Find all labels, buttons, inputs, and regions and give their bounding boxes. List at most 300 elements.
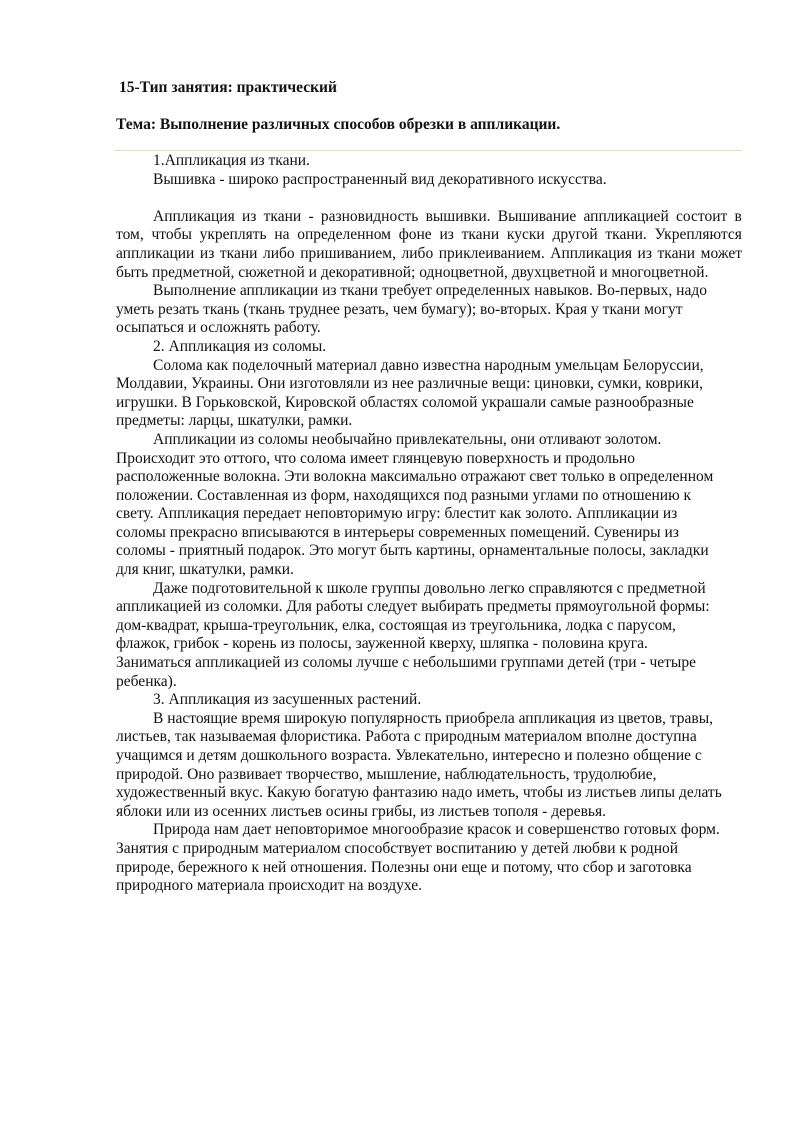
word: Заниматься bbox=[116, 654, 196, 672]
word: ткани. bbox=[605, 226, 647, 244]
section-heading-plants bbox=[116, 691, 742, 710]
word: листьев bbox=[585, 784, 641, 802]
word: растений. bbox=[357, 691, 422, 709]
word: надо bbox=[676, 282, 707, 300]
word: справляются bbox=[528, 579, 617, 597]
word: Происходит bbox=[116, 449, 199, 467]
word: и bbox=[490, 858, 504, 876]
word: воспитанию bbox=[435, 839, 521, 857]
word: в bbox=[333, 523, 345, 541]
word: навыков. bbox=[534, 282, 597, 300]
word: в bbox=[734, 207, 742, 225]
word: доступна bbox=[636, 728, 697, 746]
word: работу. bbox=[274, 319, 321, 337]
word: углами bbox=[532, 486, 583, 504]
word: Увлекательно, bbox=[395, 747, 493, 764]
word: подготовительной bbox=[191, 579, 316, 597]
word: крыша-треугольник, bbox=[203, 616, 343, 634]
word: рамки. bbox=[308, 412, 353, 430]
word: школе bbox=[326, 579, 372, 597]
word: самые bbox=[550, 393, 596, 411]
word: Даже bbox=[153, 579, 192, 597]
section-heading-straw bbox=[116, 338, 742, 357]
word: игру: bbox=[406, 505, 445, 523]
word: - bbox=[308, 207, 314, 225]
word: с bbox=[413, 728, 425, 746]
word: с bbox=[616, 579, 628, 597]
word: определенном bbox=[619, 468, 714, 486]
text-line bbox=[116, 264, 742, 283]
word: искусства. bbox=[537, 170, 607, 188]
word: Это bbox=[309, 542, 338, 560]
word: работы bbox=[315, 598, 367, 616]
word: круга. bbox=[607, 635, 648, 653]
word: из bbox=[284, 654, 303, 672]
text-line bbox=[116, 282, 742, 301]
word: чтобы bbox=[151, 226, 192, 244]
word: формы: bbox=[659, 598, 710, 616]
word: разнообразные bbox=[595, 393, 694, 411]
word: засушенных bbox=[272, 691, 358, 709]
word: популярность bbox=[350, 709, 446, 727]
text-line bbox=[116, 171, 742, 190]
word: к bbox=[683, 486, 692, 504]
word: максимально bbox=[370, 468, 461, 486]
word: резать, bbox=[343, 300, 393, 318]
word: трудолюбие, bbox=[573, 765, 657, 783]
word: детям bbox=[198, 747, 241, 764]
word: листьев, bbox=[116, 728, 175, 746]
word: Аппликации bbox=[153, 430, 240, 448]
word: на bbox=[274, 226, 290, 244]
text-line bbox=[116, 598, 742, 617]
word: из bbox=[599, 709, 618, 727]
text-line bbox=[116, 728, 742, 747]
word: иметь, bbox=[476, 784, 523, 802]
word: рамки. bbox=[249, 561, 294, 579]
word: только bbox=[561, 468, 609, 486]
word: способствует bbox=[344, 839, 436, 857]
word: природным bbox=[182, 839, 263, 857]
word: деревья. bbox=[551, 802, 606, 820]
word: неповторимую bbox=[305, 505, 407, 523]
word: или bbox=[165, 802, 195, 820]
word: - bbox=[223, 635, 233, 653]
word: предметной, bbox=[152, 263, 239, 281]
word: Сувениры bbox=[594, 523, 665, 541]
word: (ткань bbox=[243, 300, 289, 318]
text-line bbox=[116, 580, 742, 599]
text-line bbox=[116, 450, 742, 469]
word: вышивки. bbox=[425, 207, 491, 225]
word: труднее bbox=[288, 300, 344, 318]
word: ребенка). bbox=[116, 672, 177, 690]
word: умельцам bbox=[554, 356, 623, 374]
word: широкую bbox=[284, 709, 351, 727]
word: картины, bbox=[415, 542, 480, 560]
word: оттого, bbox=[223, 449, 274, 467]
word: тополя bbox=[493, 802, 543, 820]
word: свет bbox=[529, 468, 562, 486]
text-line bbox=[116, 301, 742, 320]
word: могут bbox=[337, 542, 380, 560]
word: в bbox=[608, 468, 620, 486]
word: из bbox=[205, 598, 224, 616]
word: из bbox=[420, 802, 439, 820]
word: происходит bbox=[268, 877, 349, 895]
word: привлекательны, bbox=[395, 430, 511, 448]
word: Во-первых, bbox=[596, 282, 677, 300]
word: к bbox=[315, 579, 327, 597]
word: декоративного bbox=[438, 170, 538, 188]
word: елка, bbox=[342, 616, 379, 634]
word: свету. bbox=[116, 505, 158, 523]
word: многообразие bbox=[372, 821, 468, 839]
word: В bbox=[153, 709, 168, 727]
word: разновидность bbox=[320, 207, 419, 225]
word: соломы bbox=[116, 542, 170, 560]
word: шкатулки, bbox=[179, 561, 250, 579]
word: ларцы, bbox=[188, 412, 238, 430]
word: - bbox=[219, 170, 229, 188]
word: Вышивка bbox=[153, 170, 220, 188]
word: соломой bbox=[421, 393, 482, 411]
word: материалом bbox=[262, 839, 345, 857]
word: (три bbox=[608, 654, 641, 672]
word: как bbox=[499, 505, 526, 523]
word: областях bbox=[359, 393, 422, 411]
word: приобрела bbox=[445, 709, 519, 727]
word: Составленная bbox=[196, 486, 293, 504]
word: предметной bbox=[627, 579, 706, 597]
word: вкус. bbox=[229, 784, 267, 802]
word: бумагу); bbox=[421, 300, 481, 318]
word: другой bbox=[552, 226, 598, 244]
word: с bbox=[606, 616, 618, 634]
word: приклеиванием. bbox=[438, 244, 545, 262]
text-line bbox=[116, 524, 742, 543]
word: у bbox=[591, 300, 603, 318]
word: Белоруссии, bbox=[622, 356, 704, 374]
word: том, bbox=[116, 226, 144, 244]
word: Они bbox=[257, 375, 290, 393]
word: глянцевую bbox=[392, 449, 467, 467]
word: Природа bbox=[153, 821, 214, 839]
word: у bbox=[520, 839, 533, 857]
word: из bbox=[199, 244, 215, 262]
text-line bbox=[116, 487, 742, 506]
word: аппликацией bbox=[583, 207, 669, 225]
word: совершенство bbox=[527, 821, 624, 839]
word: быть bbox=[379, 542, 416, 560]
word: аппликации bbox=[116, 244, 195, 262]
word: лучше bbox=[356, 654, 403, 672]
word: поверхность bbox=[466, 449, 554, 467]
word: дошкольного bbox=[240, 747, 331, 764]
text-line bbox=[116, 245, 742, 264]
word: природе, bbox=[116, 858, 178, 876]
word: чем bbox=[392, 300, 422, 318]
word: предметы: bbox=[116, 412, 189, 430]
word: из bbox=[239, 430, 259, 448]
word: вписываются bbox=[241, 523, 334, 541]
word: Какую bbox=[266, 784, 315, 802]
text-line bbox=[116, 412, 742, 431]
text-line bbox=[116, 710, 742, 729]
word: определенных bbox=[435, 282, 535, 300]
word: ткани bbox=[657, 244, 696, 262]
word: и bbox=[599, 263, 612, 281]
word: и bbox=[187, 319, 201, 337]
word: по bbox=[582, 486, 603, 504]
word: закладки bbox=[649, 542, 709, 560]
word: надо bbox=[441, 784, 477, 802]
word: грибы, bbox=[371, 802, 421, 820]
word: аппликации bbox=[239, 282, 323, 300]
word: народным bbox=[484, 356, 555, 374]
word: возраста. bbox=[331, 747, 396, 764]
word: так bbox=[174, 728, 200, 746]
word: сбор bbox=[582, 858, 618, 876]
word: из bbox=[664, 523, 679, 541]
word: цветов, bbox=[617, 709, 670, 727]
word: из bbox=[451, 616, 470, 634]
word: красок bbox=[467, 821, 516, 839]
word: отражают bbox=[460, 468, 530, 486]
text-line bbox=[116, 617, 742, 636]
section-heading-fabric bbox=[116, 152, 742, 171]
word: половина bbox=[541, 635, 608, 653]
word: нам bbox=[213, 821, 243, 839]
word: к bbox=[251, 858, 263, 876]
word: требует bbox=[381, 282, 436, 300]
word: липы bbox=[640, 784, 679, 802]
word: уметь bbox=[116, 300, 158, 318]
word: - bbox=[542, 802, 552, 820]
text-line bbox=[116, 840, 742, 859]
word: помещений. bbox=[510, 523, 595, 541]
word: игрушки. bbox=[116, 393, 182, 411]
word: различные bbox=[417, 375, 492, 393]
word: художественный bbox=[116, 784, 230, 802]
text-line bbox=[116, 821, 742, 840]
word: фантазию bbox=[372, 784, 442, 802]
heading-divider bbox=[114, 150, 742, 151]
word: волокна. bbox=[223, 468, 285, 486]
word: из bbox=[567, 784, 586, 802]
word: как bbox=[206, 356, 233, 374]
word: золото. bbox=[525, 505, 577, 523]
word: полосы, bbox=[593, 542, 650, 560]
word: сюжетной bbox=[238, 263, 309, 281]
word: мышление, bbox=[366, 765, 445, 783]
word: многоцветной. bbox=[611, 263, 709, 281]
word: Аппликация bbox=[168, 691, 255, 709]
word: материалом bbox=[504, 728, 587, 746]
word: из bbox=[637, 244, 652, 262]
word: продольно bbox=[565, 449, 635, 467]
word: широко bbox=[228, 170, 283, 188]
word: из bbox=[241, 207, 257, 225]
word: соломы bbox=[116, 523, 170, 541]
word: могут bbox=[644, 300, 683, 318]
word: Горьковской, bbox=[195, 393, 285, 411]
word: Аппликация bbox=[153, 207, 235, 225]
word: подарок. bbox=[247, 542, 310, 560]
word: парусом, bbox=[617, 616, 676, 634]
word: интересно bbox=[492, 747, 565, 764]
word: и bbox=[515, 821, 528, 839]
word: на bbox=[348, 877, 368, 895]
text-line bbox=[116, 357, 742, 376]
word: с bbox=[694, 747, 702, 764]
text-line bbox=[116, 431, 742, 450]
word: группами bbox=[500, 654, 568, 672]
word: листьев bbox=[438, 802, 494, 820]
word: - bbox=[532, 635, 542, 653]
word: они bbox=[510, 430, 539, 448]
word: вполне bbox=[586, 728, 637, 746]
word: пришиванием, bbox=[300, 244, 396, 262]
word: орнаментальные bbox=[479, 542, 593, 560]
word: развивает bbox=[218, 765, 287, 783]
word: поделочный bbox=[232, 356, 317, 374]
word: коврики, bbox=[645, 375, 703, 393]
word: небольшими bbox=[413, 654, 501, 672]
word: и bbox=[186, 747, 199, 764]
word: потому, bbox=[503, 858, 557, 876]
word: блестит bbox=[444, 505, 500, 523]
word: ткани bbox=[219, 244, 258, 262]
word: зауженной bbox=[355, 635, 430, 653]
text-line bbox=[116, 319, 742, 338]
word: определенном bbox=[297, 226, 391, 244]
text-line bbox=[116, 394, 742, 413]
word: книг, bbox=[142, 561, 180, 579]
word: и bbox=[564, 747, 577, 764]
word: распространенный bbox=[282, 170, 412, 188]
word: изготовляли bbox=[289, 375, 374, 393]
word: что bbox=[556, 858, 583, 876]
word: с bbox=[402, 654, 414, 672]
word: ткани bbox=[340, 282, 382, 300]
word: одноцветной, bbox=[419, 263, 512, 281]
word: Аппликация bbox=[550, 244, 632, 262]
word: Эти bbox=[284, 468, 314, 486]
word: флористика. bbox=[280, 728, 366, 746]
word: бережного bbox=[177, 858, 252, 876]
paragraph-gap bbox=[116, 189, 742, 208]
word: родной bbox=[630, 839, 679, 857]
word: полосы, bbox=[298, 635, 356, 653]
word: волокна bbox=[313, 468, 371, 486]
word: Украины. bbox=[191, 375, 258, 393]
word: листьев bbox=[270, 802, 326, 820]
word: детей bbox=[532, 839, 573, 857]
text-line bbox=[116, 505, 742, 524]
word: Занятия bbox=[116, 839, 173, 857]
word: куски bbox=[506, 226, 545, 244]
word: природой. bbox=[116, 765, 188, 783]
text-line bbox=[116, 208, 742, 227]
word: сумки, bbox=[597, 375, 646, 393]
word: может bbox=[700, 244, 742, 262]
text-line bbox=[116, 654, 742, 673]
word: Вышивание bbox=[497, 207, 577, 225]
text-line bbox=[116, 673, 742, 692]
word: Оно bbox=[187, 765, 219, 783]
word: группы bbox=[371, 579, 424, 597]
word: Полезны bbox=[370, 858, 434, 876]
word: из bbox=[662, 505, 678, 523]
word: интерьеры bbox=[344, 523, 419, 541]
word: соломы bbox=[302, 654, 357, 672]
word: материала bbox=[196, 877, 269, 895]
word: из bbox=[373, 375, 392, 393]
word: двухцветной bbox=[511, 263, 600, 281]
word: - bbox=[169, 542, 179, 560]
word: необычайно bbox=[311, 430, 396, 448]
word: отношению bbox=[602, 486, 684, 504]
word: Укрепляются bbox=[654, 226, 742, 244]
word: разными bbox=[471, 486, 533, 504]
word: аппликация bbox=[518, 709, 600, 727]
word: это bbox=[198, 449, 224, 467]
word: из bbox=[254, 337, 273, 355]
word: быть bbox=[116, 263, 153, 281]
word: Аппликации bbox=[576, 505, 663, 523]
word: приятный bbox=[178, 542, 248, 560]
word: ткани bbox=[263, 207, 302, 225]
word: Аппликация bbox=[157, 505, 244, 523]
word: из bbox=[194, 802, 213, 820]
text-line bbox=[116, 635, 742, 654]
word: соломки. bbox=[223, 598, 287, 616]
word: делать bbox=[678, 784, 722, 802]
word: довольно bbox=[424, 579, 490, 597]
word: заготовка bbox=[629, 858, 692, 876]
word: Для bbox=[286, 598, 316, 616]
word: к bbox=[619, 839, 631, 857]
word: современных bbox=[418, 523, 511, 541]
word: любви bbox=[572, 839, 620, 857]
word: аппликацией bbox=[116, 598, 206, 616]
word: состоит bbox=[676, 207, 728, 225]
word: дом-квадрат, bbox=[116, 616, 204, 634]
word: грибок bbox=[173, 635, 224, 653]
word: ткани. bbox=[268, 152, 310, 169]
word: ткани bbox=[461, 226, 500, 244]
word: укреплять bbox=[199, 226, 267, 244]
word: природным bbox=[424, 728, 505, 746]
word: имеет bbox=[350, 449, 393, 467]
word: четыре bbox=[649, 654, 696, 672]
word: циновки, bbox=[534, 375, 598, 393]
word: прямоугольной bbox=[555, 598, 660, 616]
word: Солома bbox=[153, 356, 207, 374]
word: Кировской bbox=[285, 393, 360, 411]
word: 1.Аппликация bbox=[153, 152, 251, 169]
word: общение bbox=[633, 747, 695, 764]
text-line bbox=[116, 542, 742, 561]
word: Края bbox=[555, 300, 592, 318]
word: из bbox=[439, 226, 454, 244]
word: Работа bbox=[365, 728, 414, 746]
text-line bbox=[116, 784, 742, 803]
word: Аппликация bbox=[168, 337, 255, 355]
word: резать bbox=[157, 300, 204, 318]
text-line bbox=[116, 468, 742, 487]
